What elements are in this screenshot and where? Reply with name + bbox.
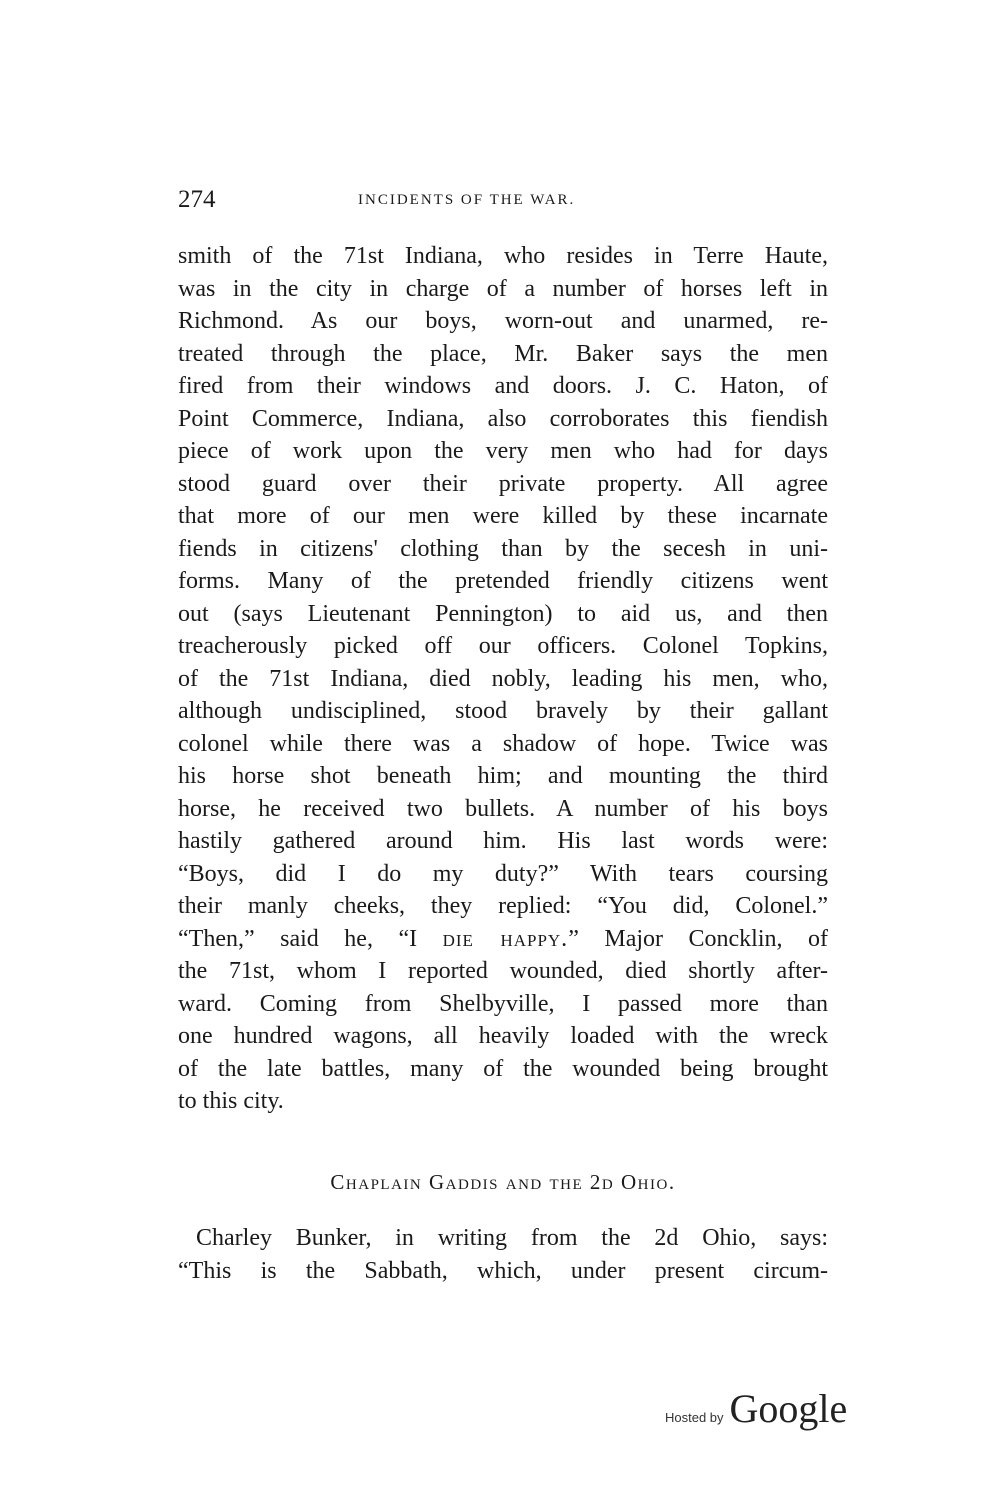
text-line: colonel while there was a shadow of hope. Twice was: [178, 730, 828, 757]
running-head: INCIDENTS OF THE WAR.: [358, 192, 576, 208]
text-line: fiends in citizens' clothing than by the secesh in uni-: [178, 535, 828, 562]
google-watermark: [665, 1385, 847, 1435]
body-text: [178, 240, 828, 1118]
text-line: that more of our men were killed by these incarnate: [178, 503, 828, 529]
text-line: “Boys, did I do my duty?” With tears coursing: [178, 860, 828, 887]
text-line: the 71st, whom I reported wounded, died shortly after-: [178, 958, 828, 984]
text-line: to this city.: [178, 1088, 284, 1114]
text-line: fired from their windows and doors. J. C. Haton, of: [178, 373, 828, 399]
text-line: forms. Many of the pretended friendly citizens went: [178, 568, 828, 594]
quote-before: “Then,” said he, “I: [178, 925, 443, 952]
text-line: horse, he received two bullets. A number of his boys: [178, 795, 828, 822]
text-line: Richmond. As our boys, worn-out and unarmed, re-: [178, 308, 828, 334]
watermark-prefix: Hosted by: [665, 1410, 724, 1425]
text-line: their manly cheeks, they replied: “You did, Colonel.”: [178, 893, 828, 919]
text-line: hastily gathered around him. His last words were:: [178, 828, 828, 854]
text-line: out (says Lieutenant Pennington) to aid us, and then: [178, 600, 828, 627]
section-heading-wrap: [178, 1170, 828, 1195]
text-line: ward. Coming from Shelbyville, I passed more than: [178, 990, 828, 1017]
section-heading: Chaplain Gaddis and the 2d Ohio.: [330, 1170, 676, 1194]
text-line: treacherously picked off our officers. Colonel Topkins,: [178, 633, 828, 659]
body-text-continued: [178, 1222, 828, 1287]
watermark-brand: Google: [729, 1386, 848, 1431]
text-line: smith of the 71st Indiana, who resides in Terre Haute,: [178, 243, 828, 269]
page-number: 274: [178, 186, 216, 213]
text-line: piece of work upon the very men who had for days: [178, 438, 828, 464]
text-line: although undisciplined, stood bravely by their gallant: [178, 698, 828, 724]
text-line: was in the city in charge of a number of horses left in: [178, 275, 828, 302]
text-line: “This is the Sabbath, which, under present circum-: [178, 1257, 828, 1284]
quote-small-caps: die happy.: [442, 925, 569, 952]
text-line-dying-words: [178, 923, 828, 956]
text-line: stood guard over their private property. All agree: [178, 470, 828, 497]
quote-after: ” Major Concklin, of: [568, 925, 829, 952]
text-line: Point Commerce, Indiana, also corroborates this fiendish: [178, 405, 828, 432]
text-line: his horse shot beneath him; and mounting the third: [178, 763, 828, 789]
text-line: of the 71st Indiana, died nobly, leading his men, who,: [178, 665, 828, 692]
text-line: treated through the place, Mr. Baker says the men: [178, 340, 828, 367]
text-line: Charley Bunker, in writing from the 2d Ohio, says:: [196, 1225, 828, 1251]
page-header: [178, 186, 828, 220]
text-line: one hundred wagons, all heavily loaded with the wreck: [178, 1023, 828, 1049]
text-line: of the late battles, many of the wounded being brought: [178, 1055, 828, 1082]
